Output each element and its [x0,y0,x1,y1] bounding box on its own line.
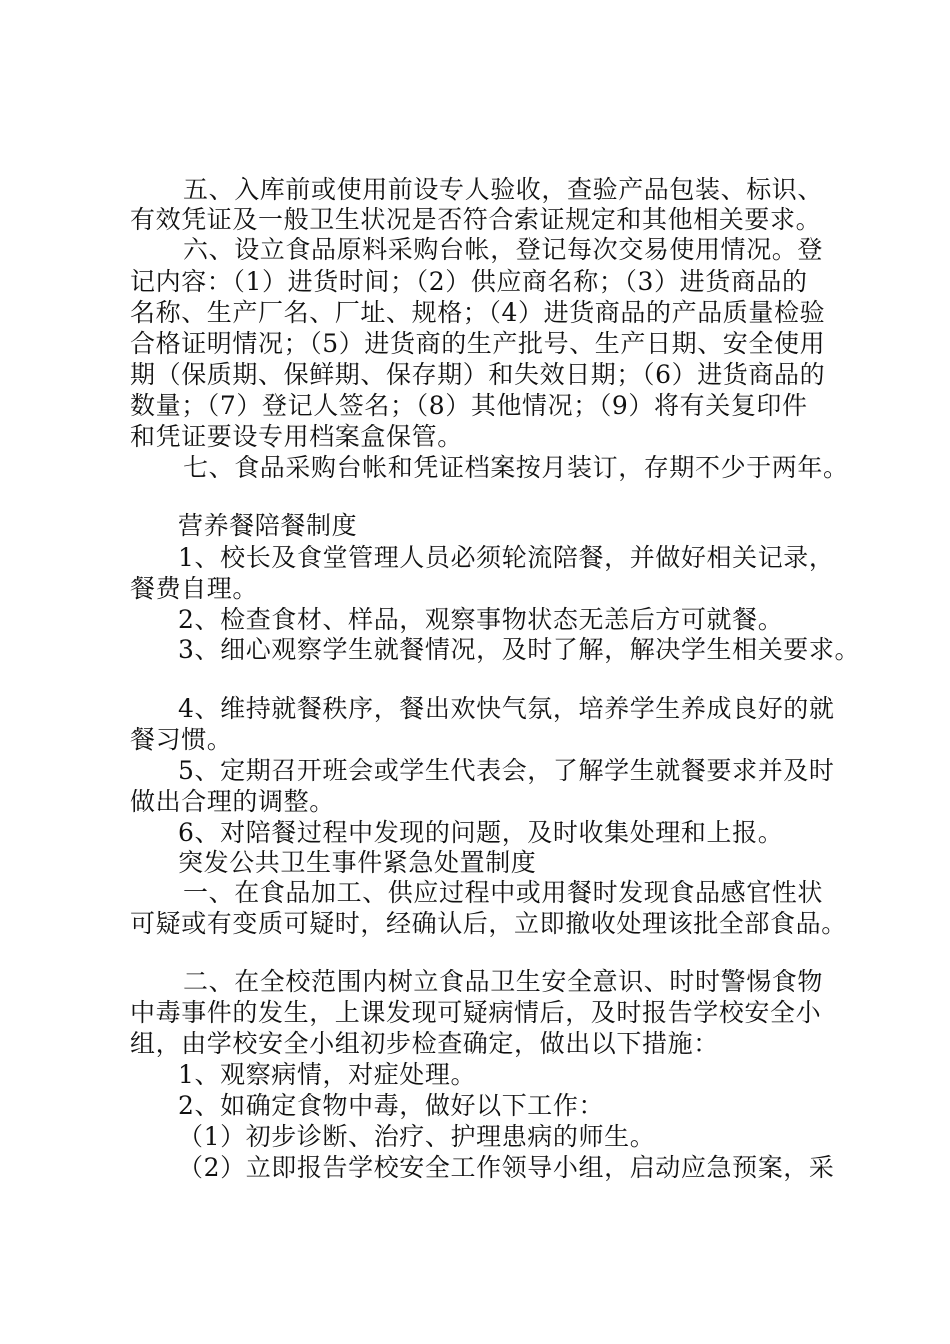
text-line: 名称、生产厂名、厂址、规格；（4）进货商品的产品质量检验 [130,298,826,327]
text-line: 3、细心观察学生就餐情况，及时了解，解决学生相关要求。 [178,635,861,664]
text-line: 做出合理的调整。 [130,787,335,816]
text-line: 2、如确定食物中毒，做好以下工作： [178,1091,605,1120]
section-title: 突发公共卫生事件紧急处置制度 [178,848,537,877]
text-line: 5、定期召开班会或学生代表会，了解学生就餐要求并及时 [178,756,835,785]
text-line: 五、入库前或使用前设专人验收，查验产品包装、标识、 [183,175,824,204]
section-title: 营养餐陪餐制度 [178,511,358,540]
text-line: 数量；（7）登记人签名；（8）其他情况；（9）将有关复印件 [130,391,808,420]
text-line: 记内容：（1）进货时间；（2）供应商名称；（3）进货商品的 [130,267,808,296]
text-line: 6、对陪餐过程中发现的问题，及时收集处理和上报。 [178,818,784,847]
text-line: 六、设立食品原料采购台帐，登记每次交易使用情况。登 [183,235,824,264]
text-line: 2、检查食材、样品，观察事物状态无恙后方可就餐。 [178,605,784,634]
text-line: 期（保质期、保鲜期、保存期）和失效日期；（6）进货商品的 [130,360,826,389]
text-line: 合格证明情况；（5）进货商的生产批号、生产日期、安全使用 [130,329,826,358]
text-line: 有效凭证及一般卫生状况是否符合索证规定和其他相关要求。 [130,205,822,234]
text-line: 餐习惯。 [130,725,233,754]
text-line: 1、观察病情，对症处理。 [178,1060,477,1089]
text-line: 和凭证要设专用档案盒保管。 [130,422,463,451]
text-line: 七、食品采购台帐和凭证档案按月装订，存期不少于两年。 [183,453,849,482]
text-line: 中毒事件的发生，上课发现可疑病情后，及时报告学校安全小 [130,998,822,1027]
text-line: 餐费自理。 [130,574,259,603]
text-line: （1）初步诊断、治疗、护理患病的师生。 [178,1122,656,1151]
text-line: 一、在食品加工、供应过程中或用餐时发现食品感官性状 [183,878,824,907]
text-line: 可疑或有变质可疑时，经确认后，立即撤收处理该批全部食品。 [130,909,847,938]
text-line: 4、维持就餐秩序，餐出欢快气氛，培养学生养成良好的就 [178,694,835,723]
text-line: 二、在全校范围内树立食品卫生安全意识、时时警惕食物 [183,967,824,996]
text-line: （2）立即报告学校安全工作领导小组，启动应急预案，采 [178,1153,835,1182]
text-line: 1、校长及食堂管理人员必须轮流陪餐，并做好相关记录， [178,543,835,572]
text-line: 组，由学校安全小组初步检查确定，做出以下措施： [130,1029,719,1058]
